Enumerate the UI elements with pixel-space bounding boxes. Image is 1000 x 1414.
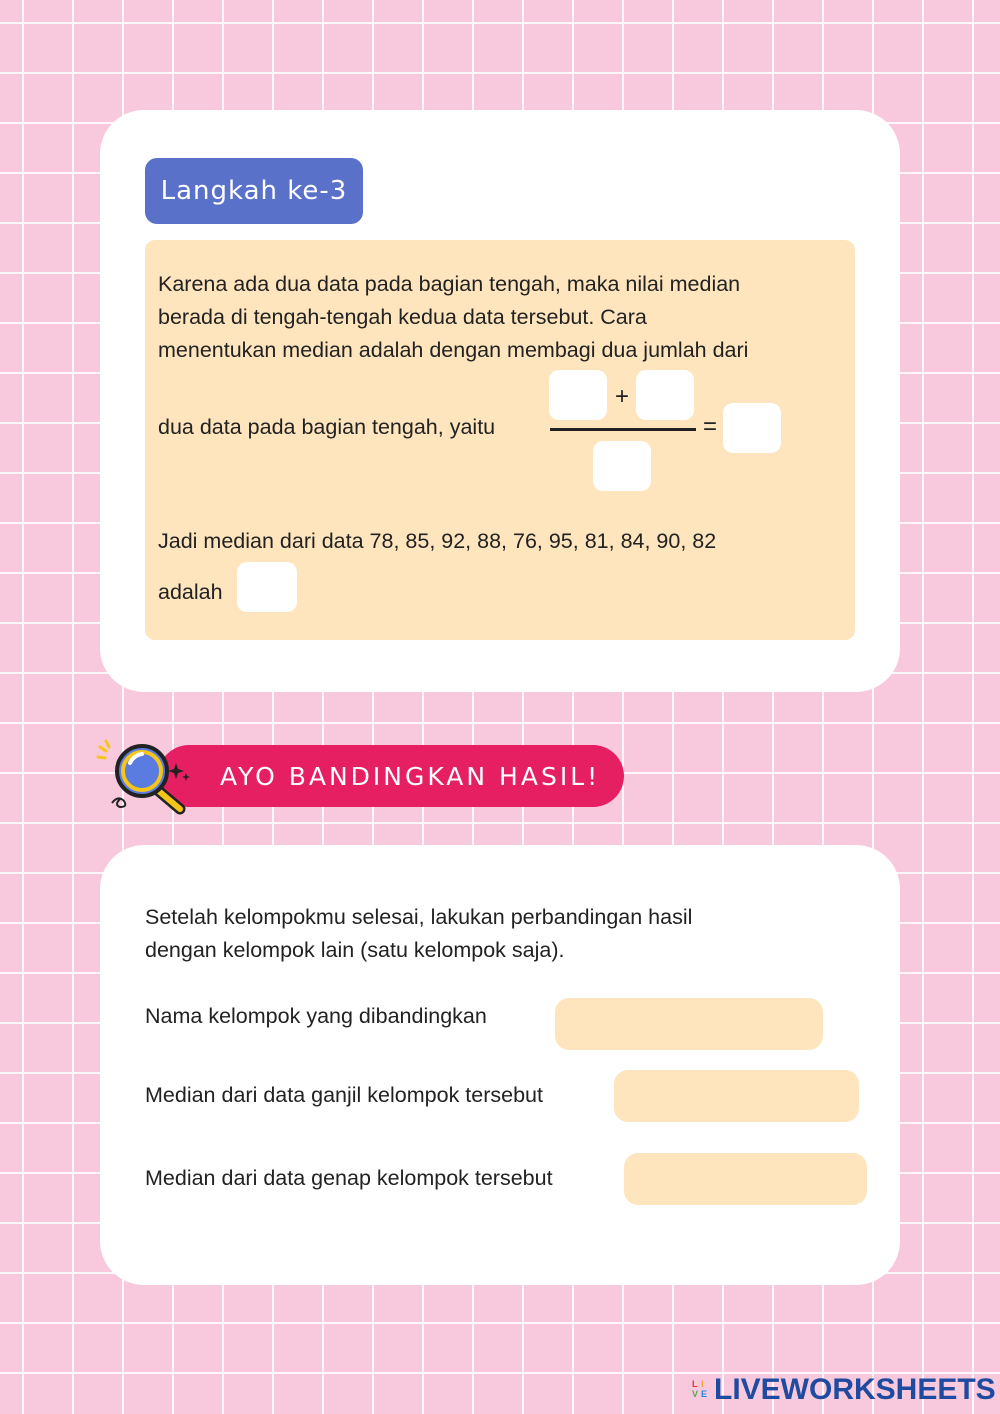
even-median-label: Median dari data genap kelompok tersebut [145, 1166, 553, 1190]
plus-sign: + [615, 383, 630, 410]
group-name-label: Nama kelompok yang dibandingkan [145, 1004, 487, 1028]
liveworksheets-logo [692, 1373, 996, 1407]
numerator-blank-1[interactable] [549, 370, 607, 420]
explanation-line: Karena ada dua data pada bagian tengah, maka nilai median [158, 272, 741, 296]
logo-text: LIVEWORKSHEETS [714, 1373, 996, 1406]
result-blank[interactable] [723, 403, 781, 453]
numerator-blank-2[interactable] [636, 370, 694, 420]
magnifier-icon [92, 733, 192, 819]
fraction-bar [550, 428, 696, 431]
group-name-input[interactable] [555, 998, 823, 1050]
explanation-paragraph [158, 268, 848, 367]
median-answer-blank[interactable] [237, 562, 297, 612]
compare-intro-line: Setelah kelompokmu selesai, lakukan perbandingan hasil [145, 905, 693, 929]
equals-sign: = [703, 413, 718, 440]
compare-intro-line: dengan kelompok lain (satu kelompok saja). [145, 938, 565, 962]
conclusion-text-end: adalah [158, 580, 223, 604]
explanation-line: berada di tengah-tengah kedua data tersebut. Cara [158, 305, 647, 329]
conclusion-text: Jadi median dari data 78, 85, 92, 88, 76, 95, 81, 84, 90, 82 [158, 529, 717, 553]
compare-banner: AYO BANDINGKAN HASIL! [158, 745, 624, 807]
step-card [100, 110, 900, 692]
even-median-input[interactable] [624, 1153, 867, 1205]
explanation-line: menentukan median adalah dengan membagi dua jumlah dari [158, 338, 749, 362]
formula-lead-text: dua data pada bagian tengah, yaitu [158, 415, 496, 439]
odd-median-input[interactable] [614, 1070, 859, 1122]
explanation-box [145, 240, 855, 640]
compare-card [100, 845, 900, 1285]
liveworksheets-mark-icon: L I V E [692, 1379, 708, 1399]
denominator-blank[interactable] [593, 441, 651, 491]
odd-median-label: Median dari data ganjil kelompok tersebut [145, 1083, 543, 1107]
step-badge: Langkah ke-3 [145, 158, 363, 224]
